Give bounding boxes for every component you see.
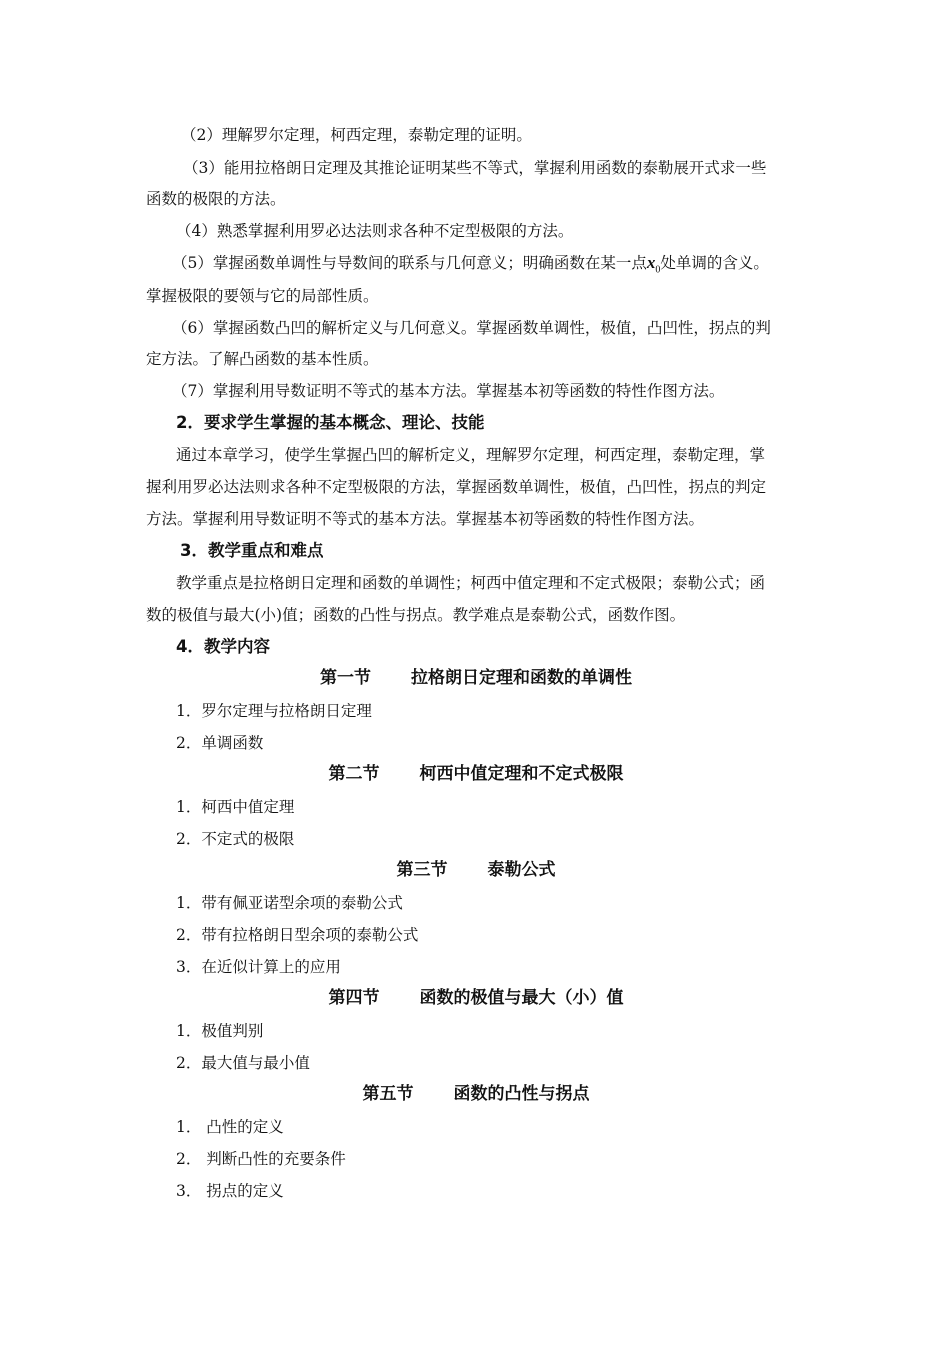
objective-item-6-line2: 定方法。了解凸函数的基本性质。 bbox=[146, 350, 379, 368]
section-4-heading: 4．教学内容 bbox=[176, 637, 270, 656]
objective-item-2: （2）理解罗尔定理，柯西定理，泰勒定理的证明。 bbox=[181, 126, 532, 144]
section-2-line1: 通过本章学习，使学生掌握凸凹的解析定义，理解罗尔定理，柯西定理，泰勒定理，掌 bbox=[176, 446, 766, 464]
list-item: 2．带有拉格朗日型余项的泰勒公式 bbox=[176, 926, 419, 944]
objective-item-3-line1: （3）能用拉格朗日定理及其推论证明某些不等式，掌握利用函数的泰勒展开式求一些 bbox=[183, 159, 767, 177]
section-title-1: 第一节 拉格朗日定理和函数的单调性 bbox=[320, 668, 632, 688]
section-3-line2: 数的极值与最大(小)值；函数的凸性与拐点。教学难点是泰勒公式，函数作图。 bbox=[146, 606, 686, 624]
section-title-4: 第四节 函数的极值与最大（小）值 bbox=[328, 988, 624, 1008]
section-2-line2: 握利用罗必达法则求各种不定型极限的方法，掌握函数单调性，极值，凸凹性，拐点的判定 bbox=[146, 478, 767, 496]
objective-item-4: （4）熟悉掌握利用罗必达法则求各种不定型极限的方法。 bbox=[176, 222, 574, 240]
objective-item-5-line1 bbox=[172, 252, 769, 281]
objective-item-7: （7）掌握利用导数证明不等式的基本方法。掌握基本初等函数的特性作图方法。 bbox=[172, 382, 725, 400]
math-variable: $x_0$ bbox=[646, 253, 661, 276]
list-item: 2．最大值与最小值 bbox=[176, 1054, 310, 1072]
section-title-3: 第三节 泰勒公式 bbox=[396, 860, 556, 880]
objective-item-3-line2: 函数的极限的方法。 bbox=[146, 190, 286, 208]
objective-item-6-line1: （6）掌握函数凸凹的解析定义与几何意义。掌握函数单调性，极值，凸凹性，拐点的判 bbox=[172, 319, 771, 337]
list-item: 3． 拐点的定义 bbox=[176, 1182, 284, 1200]
objective-item-5-text-post: 处单调的含义。 bbox=[660, 254, 769, 272]
list-item: 3．在近似计算上的应用 bbox=[176, 958, 341, 976]
list-item: 2． 判断凸性的充要条件 bbox=[176, 1150, 346, 1168]
list-item: 2．不定式的极限 bbox=[176, 830, 295, 848]
section-2-line3: 方法。掌握利用导数证明不等式的基本方法。掌握基本初等函数的特性作图方法。 bbox=[146, 510, 705, 528]
list-item: 1．带有佩亚诺型余项的泰勒公式 bbox=[176, 894, 403, 912]
list-item: 2．单调函数 bbox=[176, 734, 264, 752]
list-item: 1．极值判别 bbox=[176, 1022, 264, 1040]
section-3-heading: 3．教学重点和难点 bbox=[180, 541, 324, 560]
section-title-5: 第五节 函数的凸性与拐点 bbox=[362, 1084, 590, 1104]
section-3-line1: 教学重点是拉格朗日定理和函数的单调性；柯西中值定理和不定式极限；泰勒公式；函 bbox=[176, 574, 766, 592]
section-2-heading: 2．要求学生掌握的基本概念、理论、技能 bbox=[176, 413, 485, 432]
list-item: 1．柯西中值定理 bbox=[176, 798, 295, 816]
objective-item-5-line2: 掌握极限的要领与它的局部性质。 bbox=[146, 287, 379, 305]
list-item: 1．罗尔定理与拉格朗日定理 bbox=[176, 702, 372, 720]
objective-item-5-text-pre: （5）掌握函数单调性与导数间的联系与几何意义；明确函数在某一点 bbox=[172, 254, 647, 272]
list-item: 1． 凸性的定义 bbox=[176, 1118, 284, 1136]
section-title-2: 第二节 柯西中值定理和不定式极限 bbox=[328, 764, 624, 784]
